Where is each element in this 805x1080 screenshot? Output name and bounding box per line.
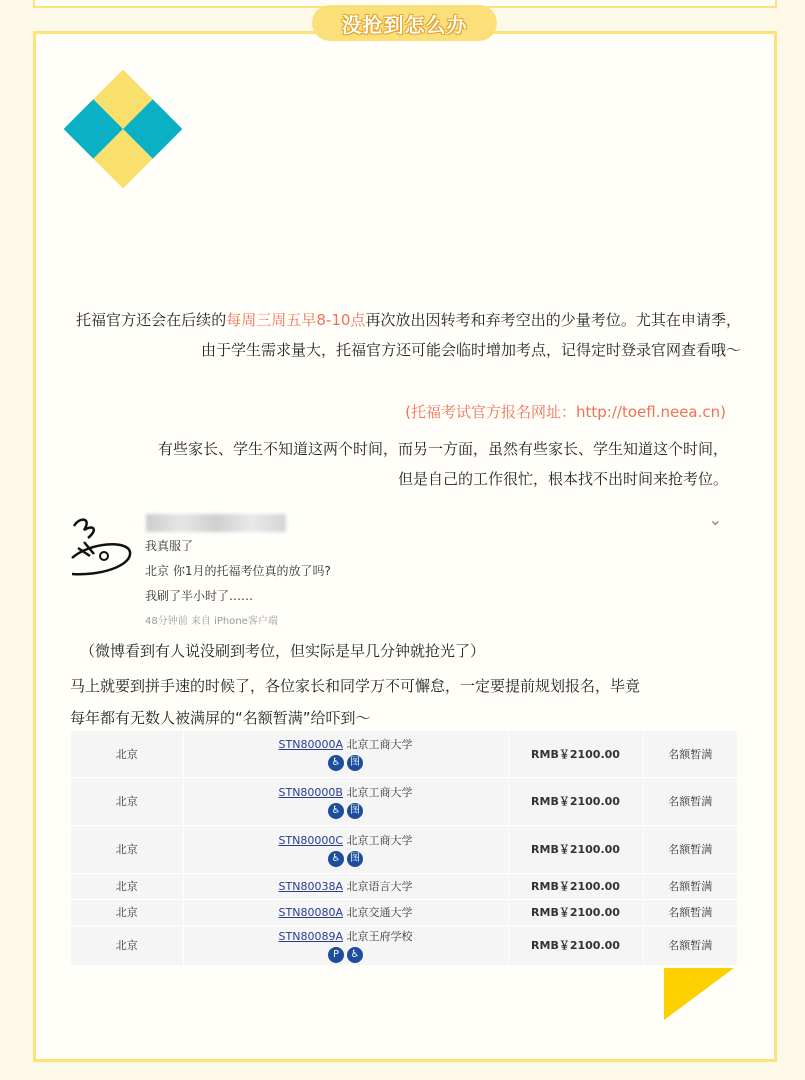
official-website-link[interactable]: (托福考试官方报名网址：http://toefl.neea.cn) [405, 403, 726, 421]
test-center-name: 北京交通大学 [346, 906, 413, 919]
facility-badge-icon: ♿ [347, 947, 363, 963]
accessibility-badges [184, 947, 508, 963]
weibo-text-line1: 我真服了 [145, 539, 194, 553]
test-center-cell [183, 899, 508, 925]
corner-triangle-icon [664, 968, 734, 1020]
facility-badge-icon: 图 [347, 803, 363, 819]
intro-text-before: 托福官方还会在后续的 [76, 311, 227, 329]
status-cell: 名额暂满 [643, 731, 737, 777]
facility-badge-icon: P [328, 947, 344, 963]
table-row [71, 899, 737, 925]
third-paragraph-line1: 马上就要到拼手速的时候了，各位家长和同学万不可懈怠，一定要提前规划报名，毕竟 [70, 677, 641, 695]
accessibility-badges [184, 755, 508, 771]
test-center-cell [183, 731, 508, 777]
table-row [71, 777, 737, 825]
city-cell: 北京 [71, 777, 183, 825]
test-center-code-link[interactable]: STN80089A [278, 929, 343, 943]
city-cell: 北京 [71, 899, 183, 925]
accessibility-badges [184, 803, 508, 819]
decorative-squares-icon [64, 70, 182, 188]
section-title: 没抢到怎么办 [312, 5, 497, 41]
city-cell: 北京 [71, 873, 183, 899]
accessibility-badges [184, 851, 508, 867]
intro-paragraph [76, 305, 741, 365]
fee-cell: RMB￥2100.00 [508, 777, 643, 825]
facility-badge-icon: 图 [347, 755, 363, 771]
test-center-name: 北京工商大学 [346, 738, 413, 752]
third-paragraph-line2: 每年都有无数人被满屏的“名额暂满”给吓到～ [70, 709, 371, 727]
second-paragraph [76, 434, 728, 494]
test-center-name: 北京语言大学 [346, 880, 413, 893]
intro-text-after: 再次放出因转考和弃考空出的少量考位。尤其在申请季，由于学生需求量大，托福官方还可能会临时增加考点，记得定时登录官网查看哦～ [200, 311, 741, 359]
weibo-post-screenshot [70, 504, 740, 634]
second-paragraph-line2: 但是自己的工作很忙，根本找不出时间来抢考位。 [397, 470, 728, 488]
test-center-code-link[interactable]: STN80038A [278, 880, 343, 893]
weibo-caption: （微博看到有人说没刷到考位，但实际是早几分钟就抢光了） [80, 642, 486, 660]
test-center-cell [183, 777, 508, 825]
test-center-cell [183, 925, 508, 965]
test-center-code-link[interactable]: STN80000A [278, 738, 343, 752]
table-row [71, 873, 737, 899]
intro-highlight-time: 每周三周五早8-10点 [226, 311, 366, 329]
table-row [71, 731, 737, 777]
chevron-down-icon[interactable]: ⌄ [708, 510, 722, 529]
test-center-code-link[interactable]: STN80000B [278, 785, 343, 799]
weibo-meta: 48分钟前 来自 iPhone客户端 [145, 616, 278, 627]
test-center-cell [183, 825, 508, 873]
weibo-text-line3: 我刷了半小时了…… [145, 589, 254, 603]
test-center-code-link[interactable]: STN80080A [278, 906, 343, 919]
fee-cell: RMB￥2100.00 [508, 925, 643, 965]
fee-cell: RMB￥2100.00 [508, 873, 643, 899]
facility-badge-icon: ♿ [328, 803, 344, 819]
status-cell: 名额暂满 [643, 873, 737, 899]
fee-cell: RMB￥2100.00 [508, 825, 643, 873]
status-cell: 名额暂满 [643, 899, 737, 925]
status-cell: 名额暂满 [643, 925, 737, 965]
table-row [71, 825, 737, 873]
city-cell: 北京 [71, 925, 183, 965]
fee-cell: RMB￥2100.00 [508, 899, 643, 925]
facility-badge-icon: ♿ [328, 851, 344, 867]
third-paragraph [70, 670, 730, 734]
weibo-text-line2: 北京 你1月的托福考位真的放了吗? [145, 564, 331, 578]
exam-seat-table [71, 731, 737, 966]
facility-badge-icon: ♿ [328, 755, 344, 771]
test-center-name: 北京王府学校 [346, 929, 413, 943]
blurred-username [146, 514, 286, 532]
test-center-code-link[interactable]: STN80000C [278, 833, 344, 847]
second-paragraph-line1: 有些家长、学生不知道这两个时间，而另一方面，虽然有些家长、学生知道这个时间， [157, 440, 728, 458]
corner-triangle-shape [664, 968, 734, 1020]
status-cell: 名额暂满 [643, 825, 737, 873]
city-cell: 北京 [71, 825, 183, 873]
status-cell: 名额暂满 [643, 777, 737, 825]
test-center-cell [183, 873, 508, 899]
avatar-scribble-icon [70, 512, 136, 582]
city-cell: 北京 [71, 731, 183, 777]
test-center-name: 北京工商大学 [346, 785, 413, 799]
test-center-name: 北京工商大学 [346, 833, 413, 847]
fee-cell: RMB￥2100.00 [508, 731, 643, 777]
table-row [71, 925, 737, 965]
facility-badge-icon: 图 [347, 851, 363, 867]
